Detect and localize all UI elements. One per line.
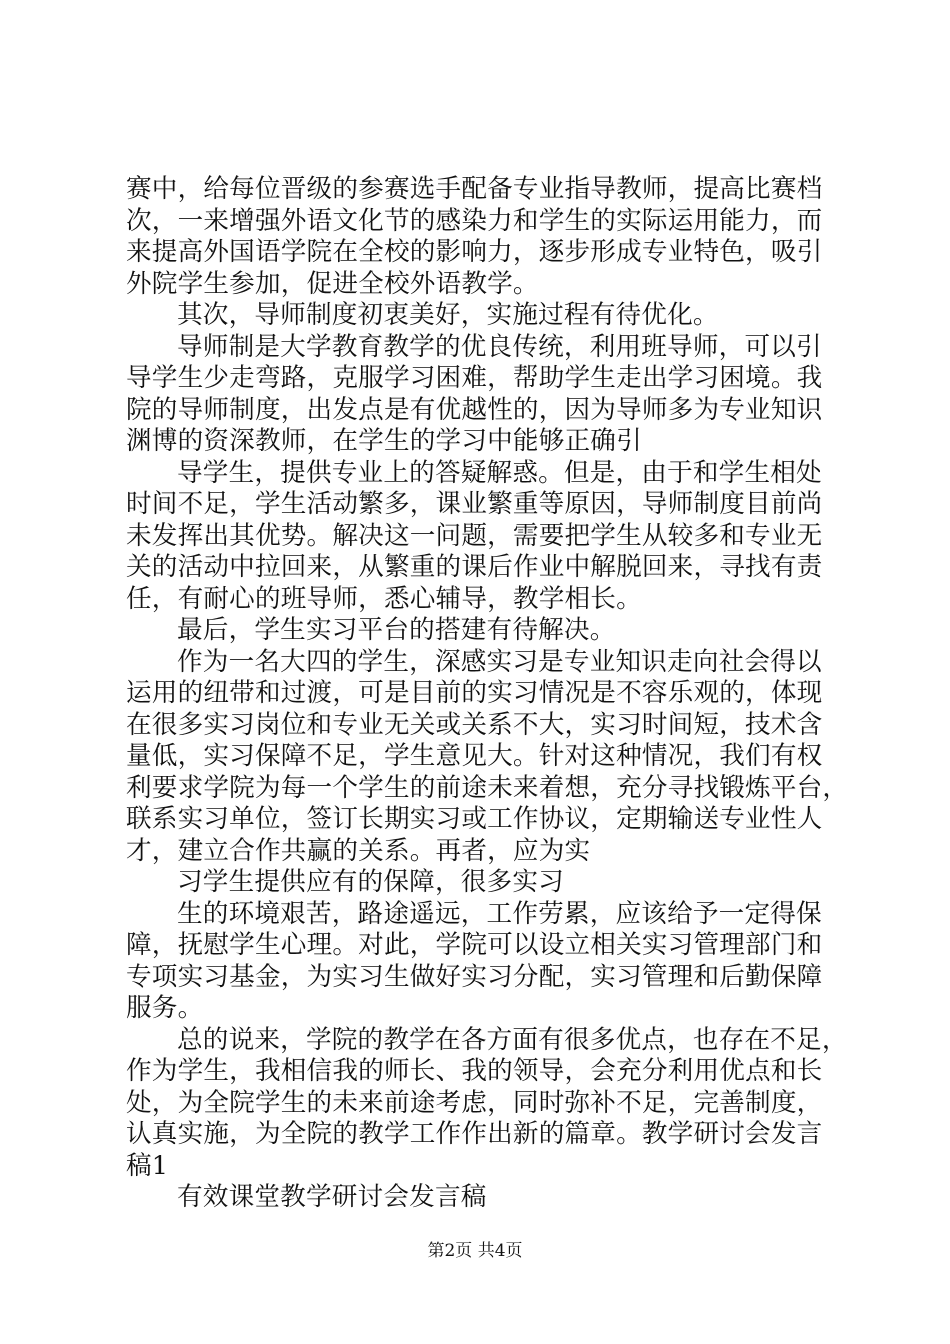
- text-line: 障，抚慰学生心理。对此，学院可以设立相关实习管理部门和: [126, 930, 823, 960]
- text-line: 作为一名大四的学生，深感实习是专业知识走向社会得以: [177, 646, 822, 677]
- text-line: 量低，实习保障不足，学生意见大。针对这种情况，我们有权: [126, 741, 823, 771]
- text-line: 导学生，提供专业上的答疑解惑。但是，由于和学生相处: [177, 457, 822, 488]
- text-line: 处，为全院学生的未来前途考虑，同时弥补不足，完善制度，: [126, 1087, 823, 1118]
- text-line: 习学生提供应有的保障，很多实习: [177, 867, 564, 897]
- text-line: 生的环境艰苦，路途遥远，工作劳累，应该给予一定得保: [177, 898, 822, 929]
- text-line: 关的活动中拉回来，从繁重的课后作业中解脱回来，寻找有责: [126, 552, 823, 582]
- text-line: 导师制是大学教育教学的优良传统，利用班导师，可以引: [177, 331, 822, 362]
- text-line: 院的导师制度，出发点是有优越性的，因为导师多为专业知识: [126, 394, 823, 425]
- text-line: 稿1: [126, 1150, 169, 1181]
- text-line: 外院学生参加，促进全校外语教学。: [126, 268, 539, 299]
- text-line: 运用的纽带和过渡，可是目前的实习情况是不容乐观的，体现: [126, 678, 823, 708]
- text-line: 专项实习基金，为实习生做好实习分配，实习管理和后勤保障: [126, 961, 823, 992]
- text-line: 最后，学生实习平台的搭建有待解决。: [177, 615, 616, 645]
- text-line: 次，一来增强外语文化节的感染力和学生的实际运用能力，而: [126, 205, 823, 236]
- text-line: 来提高外国语学院在全校的影响力，逐步形成专业特色，吸引: [126, 237, 823, 267]
- text-line: 服务。: [126, 993, 204, 1023]
- text-line: 导学生少走弯路，克服学习困难，帮助学生走出学习困境。我: [126, 363, 823, 393]
- text-line: 未发挥出其优势。解决这一问题，需要把学生从较多和专业无: [126, 520, 823, 551]
- text-line: 其次，导师制度初衷美好，实施过程有待优化。: [177, 300, 719, 330]
- text-line: 时间不足，学生活动繁多，课业繁重等原因，导师制度目前尚: [126, 489, 823, 519]
- text-line: 任，有耐心的班导师，悉心辅导，教学相长。: [126, 583, 642, 614]
- text-line: 作为学生，我相信我的师长、我的领导，会充分利用优点和长: [126, 1056, 823, 1086]
- text-line: 有效课堂教学研讨会发言稿: [177, 1182, 487, 1212]
- text-line: 在很多实习岗位和专业无关或关系不大，实习时间短，技术含: [126, 709, 823, 740]
- text-line: 渊博的资深教师，在学生的学习中能够正确引: [126, 426, 642, 456]
- text-line: 赛中，给每位晋级的参赛选手配备专业指导教师，提高比赛档: [126, 174, 823, 204]
- text-line: 认真实施，为全院的教学工作作出新的篇章。教学研讨会发言: [126, 1119, 823, 1149]
- text-line: 联系实习单位，签订长期实习或工作协议，定期输送专业性人: [126, 804, 823, 834]
- page-footer: 第2页 共4页: [427, 1241, 523, 1261]
- text-line: 总的说来，学院的教学在各方面有很多优点，也存在不足，: [177, 1024, 848, 1055]
- document-body: [126, 174, 849, 1214]
- text-line: 才，建立合作共赢的关系。再者，应为实: [126, 835, 591, 866]
- text-line: 利要求学院为每一个学生的前途未来着想，充分寻找锻炼平台，: [126, 772, 849, 803]
